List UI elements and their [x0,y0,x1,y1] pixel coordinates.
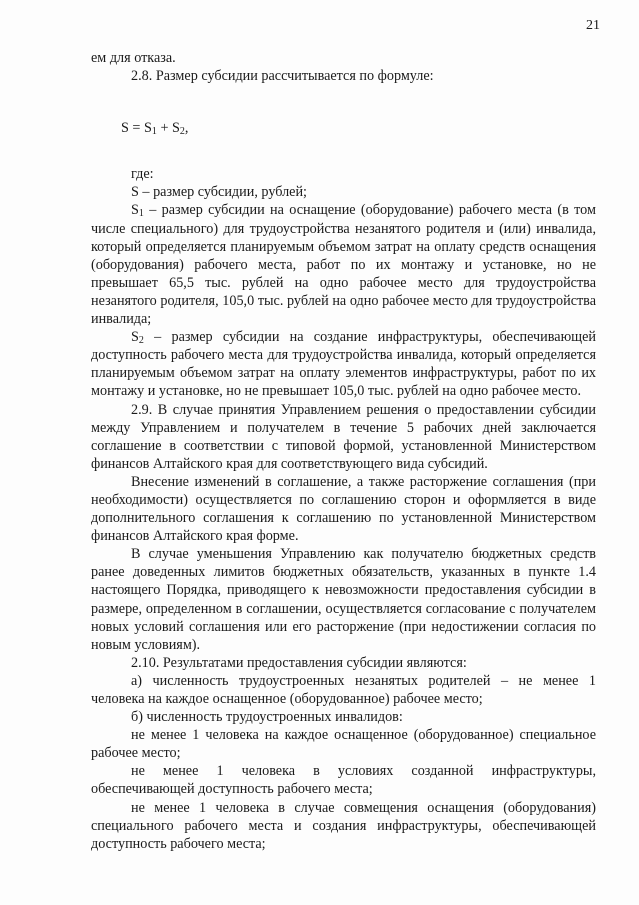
document-body [91,49,596,853]
result-b-item-1: не менее 1 человека на каждое оснащенное (оборудованное) специальное рабочее место; [91,727,596,762]
paragraph-changes: Внесение изменений в соглашение, а также расторжение соглашения (при необходимости) осуществляется по соглашению сторон и оформляется в виде дополнительного соглашения к соглашению по установленной Министерством финансов Алтайского края форме. [91,473,596,545]
result-b-item-2: не менее 1 человека в условиях созданной инфраструктуры, обеспечивающей доступность рабочего места; [91,763,596,798]
paragraph-2-10: 2.10. Результатами предоставления субсидии являются: [131,654,467,671]
result-b-item-3: не менее 1 человека в случае совмещения оснащения (оборудования) специального рабочего места и создания инфраструктуры, обеспечивающей доступность рабочего места; [91,799,596,852]
paragraph-continuation: ем для отказа. [91,50,176,66]
subsidy-formula: $S = S_1 + S_2$, [121,120,189,138]
paragraph-2-9: 2.9. В случае принятия Управлением решения о предоставлении субсидии между Управлением и получателем в течение 5 рабочих дней заключается соглашение в соответствии с типовой формой, установленной Министерством финансов Алтайского края для соответствующего вида субсидий. [91,401,596,472]
definition-s: S – размер субсидии, рублей; [131,184,307,201]
paragraph-reduction: В случае уменьшения Управлению как получателю бюджетных средств ранее доведенных лимитов бюджетных обязательств, указанных в пункте 1.4 настоящего Порядка, приводящего к невозможности предоставления субсидии в размере, определенном в соглашении, осуществляется согласование с получателем новых условий соглашения или его расторжение (при недостижении согласия по новым условиям). [91,546,596,653]
paragraph-2-8: 2.8. Размер субсидии рассчитывается по формуле: [131,68,434,85]
definition-s2: $S_2$ – размер субсидии на создание инфраструктуры, обеспечивающей доступность рабочего места для трудоустройства инвалида, который определяется планируемым объемом затрат на оплату элементов инфраструктуры, работ по их монтажу и установке, но не превышает 105,0 тыс. рублей на одно рабочее место. [91,329,596,400]
page-number: 21 [586,18,600,33]
result-b: б) численность трудоустроенных инвалидов: [131,709,403,726]
result-a: а) численность трудоустроенных незанятых родителей – не менее 1 человека на каждое оснащенное (оборудованное) рабочее место; [91,672,596,707]
paragraph-where: где: [131,166,154,183]
definition-s1: $S_1$ – размер субсидии на оснащение (оборудование) рабочего места (в том числе специального) для трудоустройства незанятого родителя и (или) инвалида, который определяется планируемым объемом затрат на оплату средств оснащения (оборудования) рабочего места, работ по их монтажу и установке, но не превышает 65,5 тыс. рублей на одно рабочее место для трудоустройства незанятого родителя, 105,0 тыс. рублей на одно рабочее место для трудоустройства инвалида; [91,202,596,328]
